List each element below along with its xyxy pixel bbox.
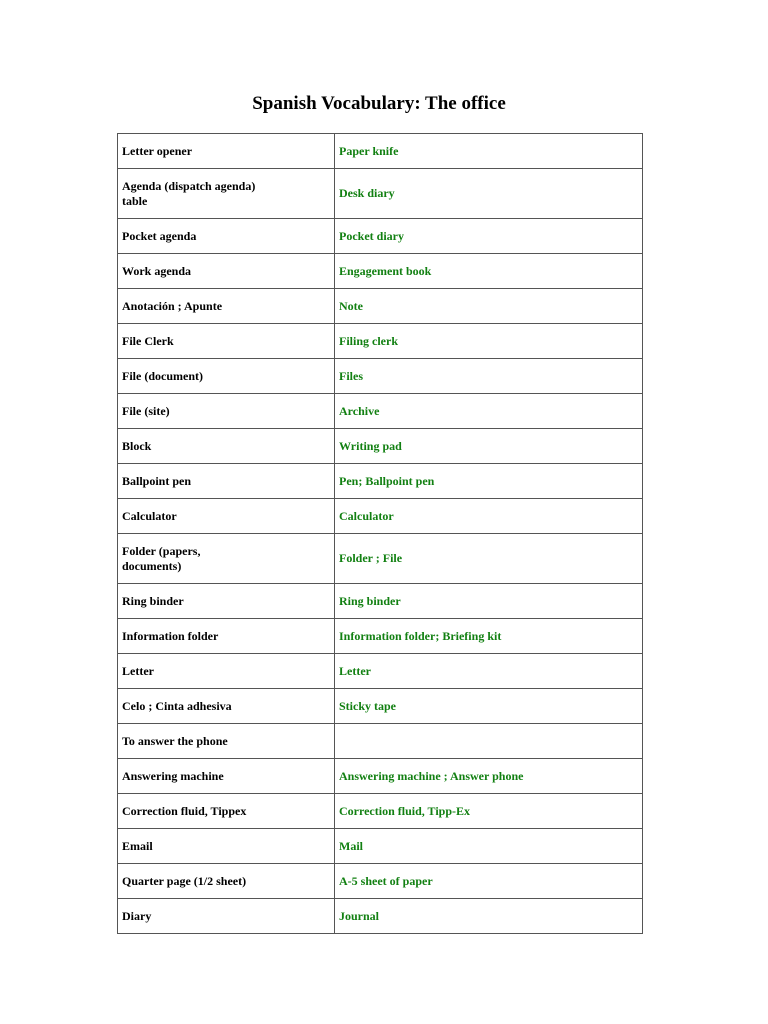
page-title: Spanish Vocabulary: The office (252, 93, 506, 114)
english-term-cell: Files (335, 359, 643, 394)
english-term-cell: Filing clerk (335, 324, 643, 359)
english-term-cell: Pen; Ballpoint pen (335, 464, 643, 499)
spanish-term-cell: File Clerk (118, 324, 335, 359)
table-row (118, 134, 643, 169)
spanish-term-cell: Ring binder (118, 584, 335, 619)
english-term-cell: Pocket diary (335, 219, 643, 254)
spanish-term-cell: File (site) (118, 394, 335, 429)
spanish-term-cell: File (document) (118, 359, 335, 394)
spanish-term-cell (118, 169, 335, 219)
table-row (118, 219, 643, 254)
english-term-cell: Folder ; File (335, 534, 643, 584)
table-row (118, 759, 643, 794)
table-row (118, 359, 643, 394)
english-term-cell: Answering machine ; Answer phone (335, 759, 643, 794)
spanish-term-cell: Email (118, 829, 335, 864)
english-term-cell: Calculator (335, 499, 643, 534)
spanish-term-cell: Ballpoint pen (118, 464, 335, 499)
spanish-term-cell: Answering machine (118, 759, 335, 794)
spanish-term-text: Folder (papers, documents) (122, 543, 201, 573)
table-row (118, 829, 643, 864)
table-row (118, 534, 643, 584)
table-row (118, 324, 643, 359)
spanish-term-cell: Celo ; Cinta adhesiva (118, 689, 335, 724)
spanish-term-cell: Information folder (118, 619, 335, 654)
spanish-term-cell (118, 534, 335, 584)
english-term-cell (335, 724, 643, 759)
vocabulary-table-body (118, 134, 643, 934)
table-row (118, 254, 643, 289)
english-term-cell: Ring binder (335, 584, 643, 619)
english-term-cell: Engagement book (335, 254, 643, 289)
spanish-term-cell: Pocket agenda (118, 219, 335, 254)
vocabulary-table (117, 133, 643, 934)
english-term-cell: Correction fluid, Tipp-Ex (335, 794, 643, 829)
english-term-cell: A-5 sheet of paper (335, 864, 643, 899)
table-row (118, 499, 643, 534)
english-term-cell: Desk diary (335, 169, 643, 219)
table-row (118, 654, 643, 689)
spanish-term-cell: Calculator (118, 499, 335, 534)
english-term-cell: Paper knife (335, 134, 643, 169)
table-row (118, 464, 643, 499)
english-term-cell: Sticky tape (335, 689, 643, 724)
table-row (118, 899, 643, 934)
table-row (118, 169, 643, 219)
english-term-cell: Archive (335, 394, 643, 429)
table-row (118, 689, 643, 724)
spanish-term-cell: Block (118, 429, 335, 464)
spanish-term-text: Agenda (dispatch agenda) table (122, 178, 256, 208)
spanish-term-cell: Letter opener (118, 134, 335, 169)
english-term-cell: Writing pad (335, 429, 643, 464)
table-row (118, 619, 643, 654)
spanish-term-cell: To answer the phone (118, 724, 335, 759)
english-term-cell: Information folder; Briefing kit (335, 619, 643, 654)
english-term-cell: Mail (335, 829, 643, 864)
spanish-term-cell: Letter (118, 654, 335, 689)
spanish-term-cell: Anotación ; Apunte (118, 289, 335, 324)
english-term-cell: Note (335, 289, 643, 324)
table-row (118, 584, 643, 619)
spanish-term-cell: Diary (118, 899, 335, 934)
table-row (118, 724, 643, 759)
table-row (118, 429, 643, 464)
english-term-cell: Journal (335, 899, 643, 934)
table-row (118, 794, 643, 829)
spanish-term-cell: Correction fluid, Tippex (118, 794, 335, 829)
table-row (118, 394, 643, 429)
table-row (118, 289, 643, 324)
spanish-term-cell: Work agenda (118, 254, 335, 289)
spanish-term-cell: Quarter page (1/2 sheet) (118, 864, 335, 899)
table-row (118, 864, 643, 899)
english-term-cell: Letter (335, 654, 643, 689)
